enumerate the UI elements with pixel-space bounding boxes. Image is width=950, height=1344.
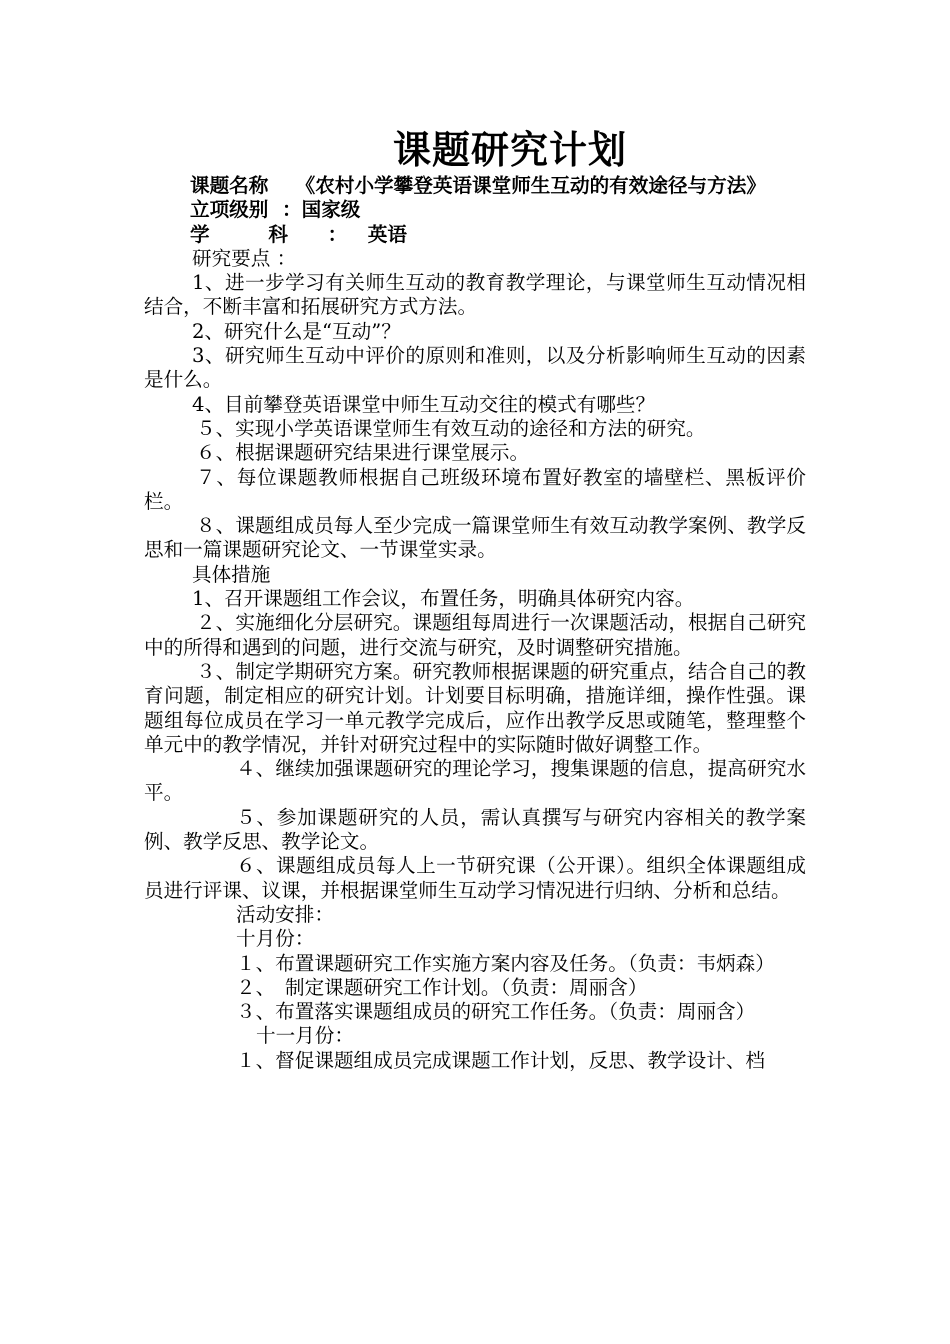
research-point-item: ８、课题组成员每人至少完成一篇课堂师生有效互动教学案例、教学反思和一篇课题研究论文、一节课堂实录。: [144, 514, 806, 562]
measure-item: ２、实施细化分层研究。课题组每周进行一次课题活动，根据自己研究中的所得和遇到的问题，进行交流与研究，及时调整研究措施。: [144, 611, 806, 659]
measure-item: 1、召开课题组工作会议，布置任务，明确具体研究内容。: [192, 587, 695, 611]
subject-label: 学 科: [190, 222, 315, 246]
document-body: [144, 174, 806, 1073]
topic-name-line: [144, 174, 806, 198]
activities-heading: 活动安排：: [236, 902, 334, 926]
activity-item: ３、布置落实课题组成员的研究工作任务。（负责：周丽含）: [236, 1000, 756, 1024]
topic-name-label: 课题名称: [190, 174, 269, 197]
measure-item: ３、制定学期研究方案。研究教师根据课题的研究重点，结合自己的教育问题，制定相应的研究计划。计划要目标明确，措施详细，操作性强。课题组每位成员在学习一单元教学完成后，应作出教学反思或随笔，整理整个单元中的教学情况，并针对研究过程中的实际随时做好调整工作。: [144, 659, 806, 756]
research-point-item: 1、进一步学习有关师生互动的教育教学理论，与课堂师生互动情况相结合，不断丰富和拓展研究方式方法。: [144, 271, 806, 319]
project-level-separator: ：: [282, 198, 302, 222]
research-points-heading: 研究要点 ：: [192, 246, 297, 270]
research-point-item: ６、根据课题研究结果进行课堂展示。: [196, 441, 530, 465]
measure-item: ４、继续加强课题研究的理论学习，搜集课题的信息，提高研究水平。: [144, 757, 806, 805]
month-heading-october: 十月份：: [236, 927, 315, 951]
topic-name-value: 《农村小学攀登英语课堂师生互动的有效途径与方法》: [295, 174, 766, 197]
month-heading-november: 十一月份：: [256, 1024, 354, 1048]
measure-item: ５、参加课题研究的人员，需认真撰写与研究内容相关的教学案例、教学反思、教学论文。: [144, 805, 806, 854]
measures-heading: 具体措施: [192, 562, 271, 586]
activity-item: １、督促课题组成员完成课题工作计划，反思、教学设计、档: [236, 1048, 766, 1072]
project-level-label: 立项级别: [190, 198, 269, 222]
research-point-item: ５、实现小学英语课堂师生有效互动的途径和方法的研究。: [196, 416, 706, 440]
activity-item: １、布置课题研究工作实施方案内容及任务。（负责：韦炳森）: [236, 951, 775, 975]
project-level-value: 国家级: [301, 198, 361, 222]
document-title: 课题研究计划: [392, 127, 627, 172]
subject-line: [144, 223, 806, 247]
research-point-item: 3、研究师生互动中评价的原则和准则，以及分析影响师生互动的因素是什么。: [144, 344, 806, 392]
subject-separator: ：: [327, 222, 348, 246]
research-point-item: 4、目前攀登英语课堂中师生互动交往的模式有哪些？: [192, 392, 656, 416]
activity-item: ２、 制定课题研究工作计划。（负责：周丽含）: [236, 975, 648, 999]
project-level-line: [144, 198, 806, 222]
research-point-item: ７、每位课题教师根据自己班级环境布置好教室的墙壁栏、黑板评价栏。: [144, 465, 806, 513]
measure-item: ６、课题组成员每人上一节研究课（公开课）。组织全体课题组成员进行评课、议课，并根据课堂师生互动学习情况进行归纳、分析和总结。: [144, 854, 806, 902]
subject-value: 英语: [367, 222, 407, 246]
research-point-item: 2、研究什么是“互动”？: [192, 319, 401, 343]
